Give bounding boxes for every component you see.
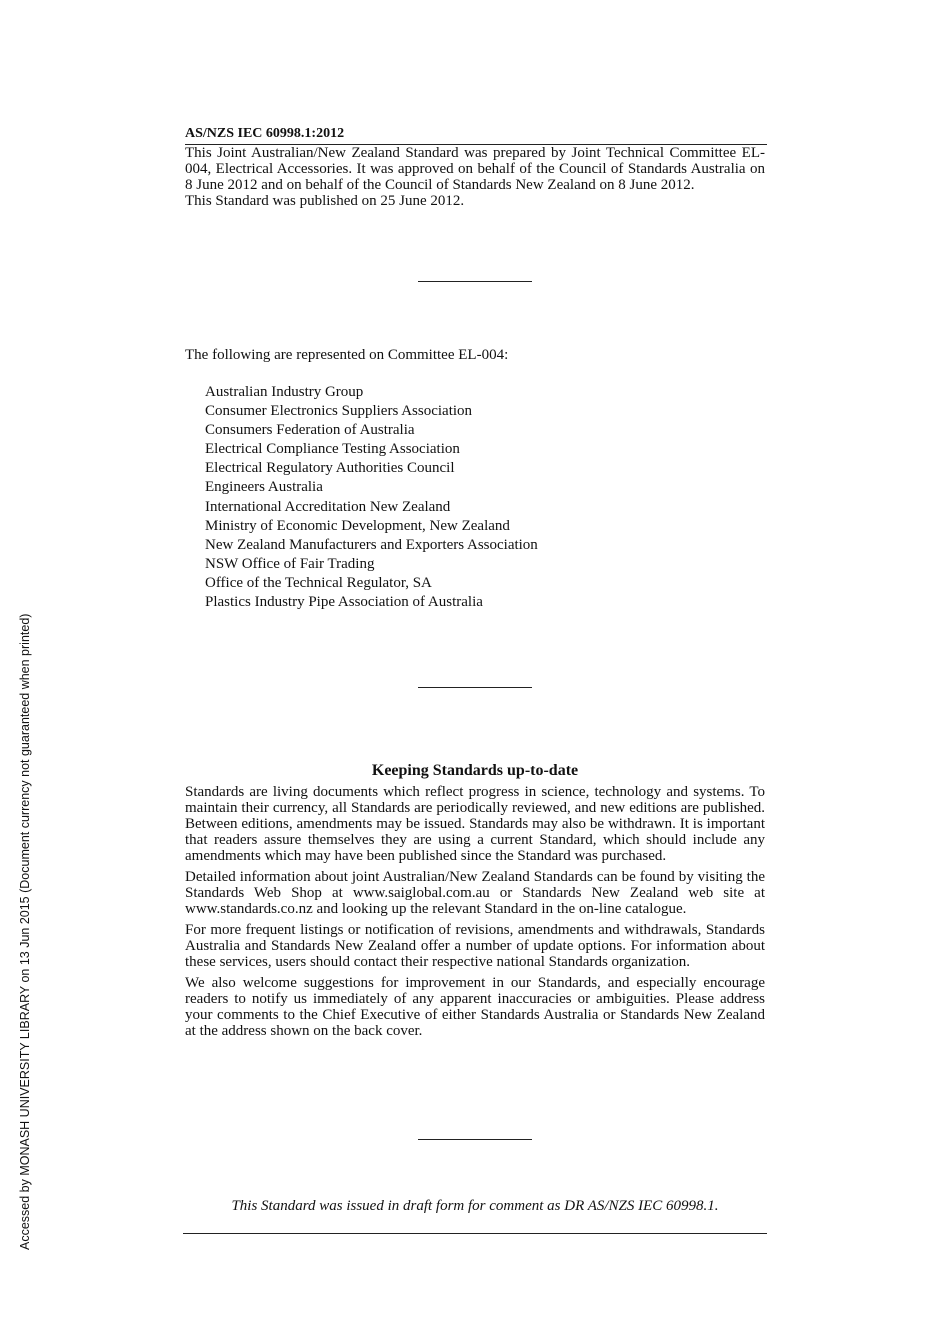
- section-divider: [418, 1139, 532, 1140]
- paragraph: Standards are living documents which reflect progress in science, technology and systems. To maintain their currency, all Standards are periodically reviewed, and new editions are published. Between editions, amendments may be issued. Standards may also be withdrawn. It is important that readers assure themselves they are using a current Standard, which should include any amendments which may have been published since the Standard was purchased.: [185, 784, 765, 864]
- committee-organization-list: [205, 383, 538, 612]
- keeping-standards-heading: Keeping Standards up-to-date: [371, 762, 579, 779]
- list-item: Office of the Technical Regulator, SA: [205, 574, 432, 591]
- paragraph: We also welcome suggestions for improvement in our Standards, and especially encourage readers to notify us immediately of any apparent inaccuracies or ambiguities. Please address your comments to the Chief Executive of either Standards Australia or Standards New Zealand at the address shown on the back cover.: [185, 975, 765, 1039]
- approval-statement: [185, 145, 765, 209]
- paragraph: Detailed information about joint Australian/New Zealand Standards can be found by visiting the Standards Web Shop at www.saiglobal.com.au or Standards New Zealand web site at www.standards.co.nz and looking up the relevant Standard in the on-line catalogue.: [185, 869, 765, 917]
- list-item: Ministry of Economic Development, New Zealand: [205, 517, 510, 534]
- section-divider: [418, 687, 532, 688]
- committee-intro: The following are represented on Committee EL-004:: [185, 347, 509, 363]
- standard-id: AS/NZS IEC 60998.1:2012: [185, 126, 345, 141]
- section-divider: [418, 281, 532, 282]
- list-item: New Zealand Manufacturers and Exporters Association: [205, 536, 538, 553]
- list-item: Electrical Compliance Testing Association: [205, 441, 460, 458]
- approval-paragraph: This Joint Australian/New Zealand Standard was prepared by Joint Technical Committee EL-004, Electrical Accessories. It was approved on behalf of the Council of Standards Australia on 8 June 2012 and on behalf of the Council of Standards New Zealand on 8 June 2012.: [185, 145, 765, 193]
- keeping-standards-body: [185, 784, 765, 1044]
- publication-date: This Standard was published on 25 June 2012.: [185, 193, 465, 209]
- draft-note: This Standard was issued in draft form for comment as DR AS/NZS IEC 60998.1.: [231, 1198, 719, 1214]
- list-item: NSW Office of Fair Trading: [205, 555, 375, 572]
- list-item: Australian Industry Group: [205, 384, 364, 400]
- list-item: International Accreditation New Zealand: [205, 498, 451, 515]
- library-access-stamp: Accessed by MONASH UNIVERSITY LIBRARY on 13 Jun 2015 (Document currency not guaranteed when printed): [18, 613, 32, 1250]
- list-item: Electrical Regulatory Authorities Council: [205, 460, 455, 477]
- list-item: Plastics Industry Pipe Association of Australia: [205, 594, 483, 611]
- list-item: Consumer Electronics Suppliers Association: [205, 403, 473, 420]
- list-item: Engineers Australia: [205, 479, 323, 496]
- paragraph: For more frequent listings or notification of revisions, amendments and withdrawals, Standards Australia and Standards New Zealand offer a number of update options. For information about these services, users should contact their respective national Standards organization.: [185, 922, 765, 970]
- footer-divider: [183, 1233, 767, 1234]
- list-item: Consumers Federation of Australia: [205, 422, 415, 439]
